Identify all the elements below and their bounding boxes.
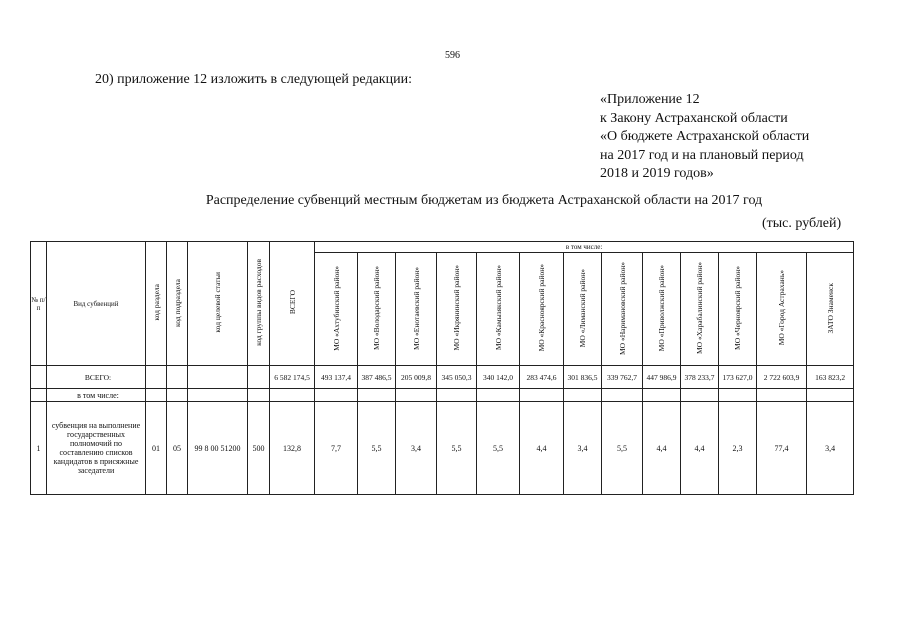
header-municipality <box>437 253 477 366</box>
table-cell <box>564 389 602 402</box>
header-target <box>188 242 248 366</box>
total-row <box>31 366 854 389</box>
table-cell <box>602 389 643 402</box>
row-num: 1 <box>31 402 47 495</box>
row-municipality-value: 5,5 <box>437 402 477 495</box>
header-municipality-text: МО «Енотаевский район» <box>411 266 421 350</box>
table-cell <box>681 389 719 402</box>
total-municipality-value: 378 233,7 <box>681 366 719 389</box>
header-municipality-text: МО «Город Астрахань» <box>777 270 786 346</box>
total-municipality-value: 163 823,2 <box>807 366 854 389</box>
row-municipality-value: 5,5 <box>358 402 396 495</box>
total-municipality-value: 301 836,5 <box>564 366 602 389</box>
table-cell <box>719 389 757 402</box>
total-municipality-value: 387 486,5 <box>358 366 396 389</box>
header-expense-group-text: код группы видов расходов <box>254 259 263 346</box>
header-section-text: код раздела <box>151 284 161 321</box>
subventions-table <box>30 241 854 495</box>
header-subsection-text: код подраздела <box>172 278 182 327</box>
table-cell <box>757 389 807 402</box>
header-num: № п/п <box>31 242 47 366</box>
total-municipality-value: 345 050,3 <box>437 366 477 389</box>
row-municipality-value: 3,4 <box>807 402 854 495</box>
header-municipality <box>757 253 807 366</box>
appendix-header-line: 2018 и 2019 годов» <box>600 166 714 181</box>
total-label: ВСЕГО: <box>47 366 146 389</box>
row-total: 132,8 <box>270 402 315 495</box>
header-name: Вид субвенций <box>47 242 146 366</box>
total-municipality-value: 283 474,6 <box>520 366 564 389</box>
header-including: в том числе: <box>315 242 854 253</box>
header-municipality-text: МО «Наримановский район» <box>617 261 627 355</box>
row-section: 01 <box>146 402 167 495</box>
header-target-text: код целевой статьи <box>213 272 222 333</box>
including-row <box>31 389 854 402</box>
header-municipality <box>315 253 358 366</box>
amendment-instruction: 20) приложение 12 изложить в следующей редакции: <box>95 72 412 87</box>
header-municipality-text: МО «Черноярский район» <box>733 266 742 350</box>
header-municipality-text: МО «Ахтубинский район» <box>331 265 341 351</box>
header-municipality <box>520 253 564 366</box>
row-municipality-value: 2,3 <box>719 402 757 495</box>
table-cell <box>167 366 188 389</box>
header-municipality-text: МО «Красноярский район» <box>537 264 546 352</box>
total-municipality-value: 173 627,0 <box>719 366 757 389</box>
appendix-header-line: на 2017 год и на плановый период <box>600 147 804 163</box>
header-municipality <box>807 253 854 366</box>
table-cell <box>437 389 477 402</box>
appendix-header-line: «О бюджете Астраханской области <box>600 129 810 144</box>
total-municipality-value: 340 142,0 <box>477 366 520 389</box>
table-row <box>31 402 854 495</box>
row-expense-group: 500 <box>248 402 270 495</box>
appendix-header <box>600 91 809 184</box>
total-value: 6 582 174,5 <box>270 366 315 389</box>
row-municipality-value: 3,4 <box>396 402 437 495</box>
total-municipality-value: 2 722 603,9 <box>757 366 807 389</box>
appendix-header-line: «Приложение 12 <box>600 92 700 107</box>
header-row-including <box>31 242 854 253</box>
table-cell <box>31 366 47 389</box>
row-subsection: 05 <box>167 402 188 495</box>
header-municipality <box>681 253 719 366</box>
table-cell <box>31 389 47 402</box>
header-municipality <box>477 253 520 366</box>
table-cell <box>396 389 437 402</box>
table-cell <box>643 389 681 402</box>
header-municipality-text: МО «Харабалинский район» <box>695 262 704 354</box>
table-cell <box>520 389 564 402</box>
units-label: (тыс. рублей) <box>762 216 842 231</box>
header-municipality <box>643 253 681 366</box>
table-cell <box>270 389 315 402</box>
total-municipality-value: 205 009,8 <box>396 366 437 389</box>
row-municipality-value: 4,4 <box>643 402 681 495</box>
total-municipality-value: 339 762,7 <box>602 366 643 389</box>
document-title: Распределение субвенций местным бюджетам из бюджета Астраханской области на 2017 год <box>205 193 763 208</box>
header-municipality-text: МО «Приволжский район» <box>657 264 666 352</box>
table-cell <box>248 366 270 389</box>
row-municipality-value: 4,4 <box>520 402 564 495</box>
row-municipality-value: 3,4 <box>564 402 602 495</box>
row-municipality-value: 77,4 <box>757 402 807 495</box>
header-municipality-text: МО «Володарский район» <box>372 265 381 351</box>
header-total-text: ВСЕГО <box>287 290 297 315</box>
header-municipality <box>719 253 757 366</box>
header-municipality-text: МО «Лиманский район» <box>578 268 587 348</box>
header-section <box>146 242 167 366</box>
row-name: субвенция на выполнение государственных полномочий по составлению списков кандидатов в присяжные заседатели <box>47 402 146 495</box>
page-number: 596 <box>445 50 460 61</box>
total-municipality-value: 447 986,9 <box>643 366 681 389</box>
table-cell <box>315 389 358 402</box>
header-municipality-text: МО «Икрянинский район» <box>452 265 461 351</box>
header-subsection <box>167 242 188 366</box>
table-cell <box>188 389 248 402</box>
table-cell <box>248 389 270 402</box>
row-municipality-value: 7,7 <box>315 402 358 495</box>
row-municipality-value: 5,5 <box>477 402 520 495</box>
total-municipality-value: 493 137,4 <box>315 366 358 389</box>
table-cell <box>358 389 396 402</box>
header-municipality <box>602 253 643 366</box>
table-cell <box>146 389 167 402</box>
table-cell <box>188 366 248 389</box>
table-cell <box>477 389 520 402</box>
header-municipality-text: МО «Камызякский район» <box>493 265 503 351</box>
header-municipality <box>358 253 396 366</box>
appendix-header-line: к Закону Астраханской области <box>600 110 788 126</box>
including-label: в том числе: <box>47 389 146 402</box>
table-cell <box>146 366 167 389</box>
header-municipality <box>564 253 602 366</box>
header-municipality-text: ЗАТО Знаменск <box>825 282 835 334</box>
row-municipality-value: 5,5 <box>602 402 643 495</box>
table-cell <box>807 389 854 402</box>
table-cell <box>167 389 188 402</box>
row-target: 99 8 00 51200 <box>188 402 248 495</box>
row-municipality-value: 4,4 <box>681 402 719 495</box>
header-total <box>270 242 315 366</box>
header-expense-group <box>248 242 270 366</box>
header-municipality <box>396 253 437 366</box>
